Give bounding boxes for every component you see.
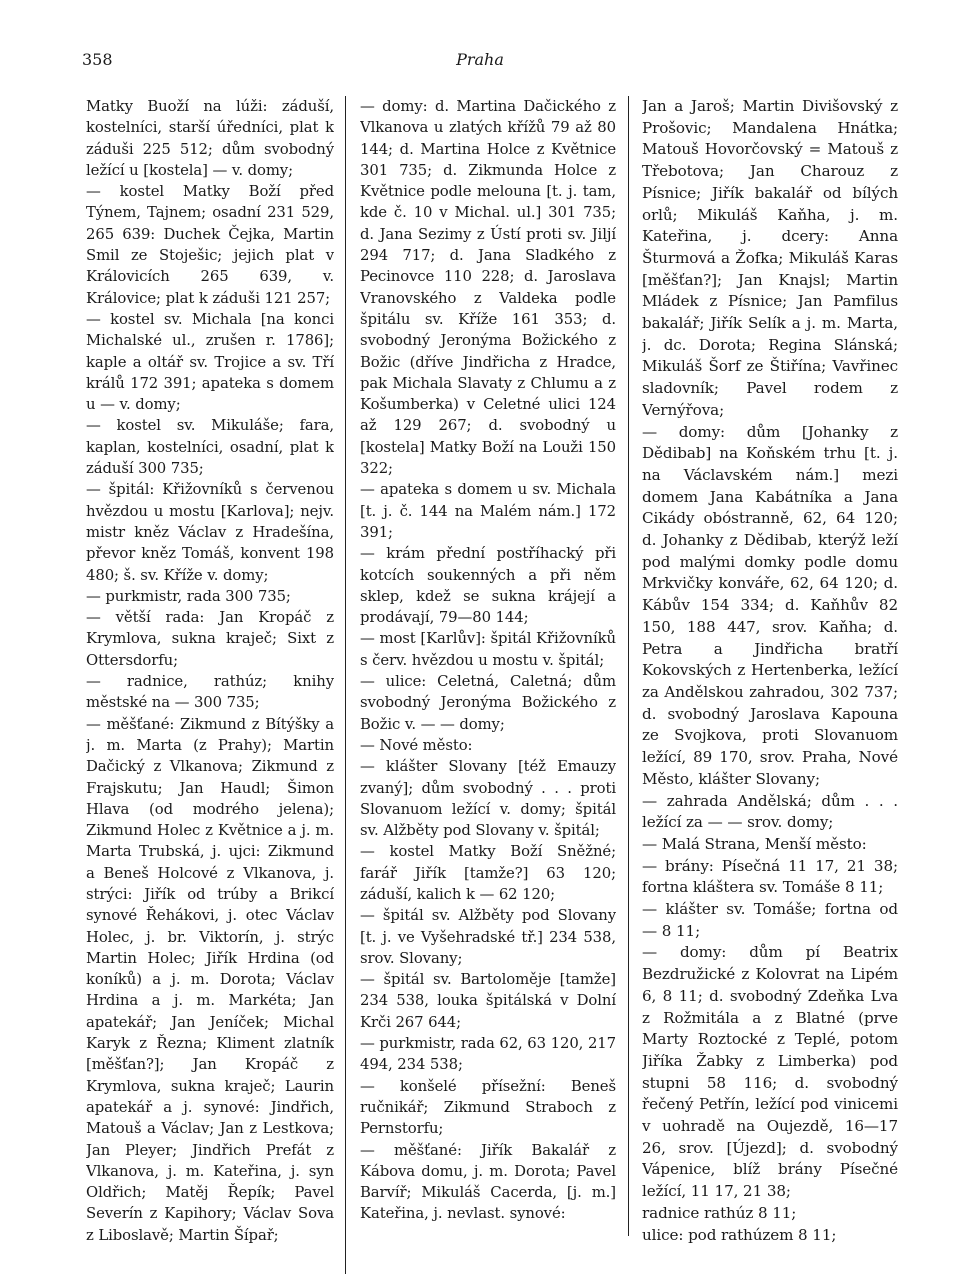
index-entry: — purkmistr, rada 62, 63 120, 217 494, 234 538; (360, 1034, 616, 1074)
index-entry: — Malá Strana, Menší město: (642, 834, 867, 853)
index-entry: Jan a Jaroš; Martin Divišovský z Prošovic; Mandalena Hnátka; Matouš Hovorčovský = Matouš z Třebotova; Jan Charouz z Písnice; Jiřík bakalář od bílých orlů; Mikuláš Kaňha, j. m. Kateřina, j. dcery: Anna Šturmová a Žofka; Mikuláš Karas [měšťan?]; Jan Knajsl; Martin Mládek z Písnice; Jan Pamfilus bakalář; Jiřík Selík a j. m. Marta, j. dc. Dorota; Regina Slánská; Mikuláš Šorf ze Štiřína; Vavřinec sladovník; Pavel rodem z Vernýřova; (642, 97, 898, 419)
index-entry: — klášter Slovany [též Emauzy zvaný]; dům svobodný . . . proti Slovanuom ležící v. domy; špitál sv. Alžběty pod Slovany v. špitál; (360, 757, 616, 840)
index-entry: — domy: dům pí Beatrix Bezdružické z Kolovrat na Lipém 6, 8 11; d. svobodný Zdeňka Lva z Rožmitála a z Blatné (prve Marty Roztocké z Teplé, potom Jiříka Žabky z Limberka) pod stupni 58 116; d. svobodný řečený Petřín, ležící pod vinicemi v uohradě na Oujezdě, 16—17 26, srov. [Újezd]; d. svobodný Vápenice, blíž brány Písečné ležící, 11 17, 21 38; (642, 943, 898, 1201)
running-head: Praha (456, 50, 504, 69)
text-column-1 (86, 96, 334, 1247)
index-entry: — most [Karlův]: špitál Křižovníků s červ. hvězdou u mostu v. špitál; (360, 629, 616, 669)
index-entry: — konšelé přísežní: Beneš ručnikář; Zikmund Straboch z Pernstorfu; (360, 1076, 616, 1138)
index-entry: — apateka s domem u sv. Michala [t. j. č. 144 na Malém nám.] 172 391; (360, 480, 616, 541)
index-entry: — větší rada: Jan Kropáč z Krymlova, sukna kraječ; Sixt z Ottersdorfu; (86, 608, 334, 669)
index-entry: — klášter sv. Tomáše; fortna od — 8 11; (642, 900, 898, 940)
index-entry: — zahrada Andělská; dům . . . ležící za — — srov. domy; (642, 791, 898, 832)
index-entry: — kostel Matky Boží Sněžné; farář Jiřík [tamže?] 63 120; záduší, kalich k — 62 120; (360, 842, 616, 903)
index-entry: ulice: pod rathúzem 8 11; (642, 1225, 837, 1244)
index-entry: — kostel Matky Boží před Týnem, Tajnem; osadní 231 529, 265 639: Duchek Čejka, Martin Smil ze Stoješic; jejich plat v Královicích 265 639, v. Královice; plat k záduši 121 257; (86, 182, 334, 307)
index-entry: — krám přední postříhacký při kotcích soukenných a při něm sklep, kdež se sukna krájejí a prodávají, 79—80 144; (360, 544, 616, 627)
index-entry: — ulice: Celetná, Caletná; dům svobodný Jeronýma Božického z Božic v. — — domy; (360, 672, 616, 733)
column-divider (628, 96, 629, 1236)
index-entry: — brány: Písečná 11 17, 21 38; fortna kláštera sv. Tomáše 8 11; (642, 856, 898, 897)
index-entry: — měšťané: Jiřík Bakalář z Kábova domu, j. m. Dorota; Pavel Barvíř; Mikuláš Cacerda, [j. m.] Kateřina, j. nevlast. synové: (360, 1140, 616, 1223)
index-entry: — purkmistr, rada 300 735; (86, 586, 291, 605)
index-entry: — kostel sv. Michala [na konci Michalské ul., zrušen r. 1786]; kaple a oltář sv. Trojice a sv. Tří králů 172 391; apateka s domem u — v. domy; (86, 309, 334, 414)
index-entry: — špitál sv. Bartoloměje [tamže] 234 538, louka špitálská v Dolní Krči 267 644; (360, 970, 616, 1031)
column-divider (345, 96, 346, 1274)
text-column-2 (360, 96, 616, 1247)
index-entry: — měšťané: Zikmund z Bítýšky a j. m. Marta (z Prahy); Martin Dačický z Vlkanova; Zikmund z Frajskutu; Jan Haudl; Šimon Hlava (od modrého jelena); Zikmund Holec z Květnice a j. m. Marta Trubská, j. ujci: Zikmund a Beneš Holcové z Vlkanova, j. strýci: Jiřík od trúby a Brikcí synové Řehákovi, j. otec Václav Holec, j. br. Viktorín, j. strýc Martin Holec; Jiřík Hrdina (od koníků) a j. m. Dorota; Václav Hrdina a j. m. Markéta; Jan apatekář; Jan Jeníček; Michal Karyk z Řezna; Kliment zlatník [měšťan?]; Jan Kropáč z Krymlova, sukna kraječ; Laurin apatekář a j. synové: Jindřich, Matouš a Václav; Jan z Lestkova; Jan Pleyer; Jindřich Prefát z Vlkanova, j. m. Kateřina, j. syn Oldřich; Matěj Řepík; Pavel Severín z Kapihory; Václav Sova z Liboslavě; Martin Šípař; (86, 714, 334, 1244)
index-entry: — domy: d. Martina Dačického z Vlkanova u zlatých křížů 79 až 80 144; d. Martina Holce z Květnice 301 735; d. Zikmunda Holce z Květnice podle melouna [t. j. tam, kde č. 10 v Michal. ul.] 301 735; d. Jana Sezimy z Ústí proti sv. Jiljí 294 717; d. Jana Sladkého z Pecinovce 110 228; d. Jaroslava Vranovského z Valdeka podle špitálu sv. Kříže 161 353; d. svobodný Jeronýma Božického z Božic (dříve Jindřicha z Hradce, pak Michala Slavaty z Chlumu a z Košumberka) v Celetné ulici 124 až 129 267; d. svobodný u [kostela] Matky Boží na Louži 150 322; (360, 97, 616, 478)
index-entry: — kostel sv. Mikuláše; fara, kaplan, kostelníci, osadní, plat k záduší 300 735; (86, 416, 334, 478)
index-entry: Matky Buoží na lúži: záduší, kostelníci, starší úředníci, plat k záduši 225 512; dům svobodný ležící u [kostela] — v. domy; (86, 97, 334, 179)
text-column-3 (642, 96, 898, 1247)
page-header (72, 50, 888, 74)
index-entry: — domy: dům [Johanky z Dědibab] na Koňském trhu [t. j. na Václavském nám.] mezi domem Jana Kabátníka a Jana Cikády obóstranně, 62, 64 120; d. Johanky z Dědibab, kterýž leží pod malými domky podle domu Mrkvičky konváře, 62, 64 120; d. Kábův 154 334; d. Kaňhův 82 150, 188 447, srov. Kaňha; d. Petra a Jindřicha bratří Kokovských z Hertenberka, ležící za Andělskou zahradou, 302 737; d. svobodný Jaroslava Kapouna ze Svojkova, proti Slovanuom ležící, 89 170, srov. Praha, Nové Město, klášter Slovany; (642, 422, 898, 788)
index-entry: — špitál sv. Alžběty pod Slovany [t. j. ve Vyšehradské tř.] 234 538, srov. Slovany; (360, 906, 616, 967)
page-number: 358 (82, 50, 113, 69)
index-entry: radnice rathúz 8 11; (642, 1203, 797, 1222)
index-entry: — Nové město: (360, 735, 473, 754)
index-entry: — špitál: Křižovníků s červenou hvězdou u mostu [Karlova]; nejv. mistr kněz Václav z Hradešína, převor kněz Tomáš, konvent 198 480; š. sv. Kříže v. domy; (86, 480, 334, 584)
index-entry: — radnice, rathúz; knihy městské na — 300 735; (86, 672, 334, 712)
